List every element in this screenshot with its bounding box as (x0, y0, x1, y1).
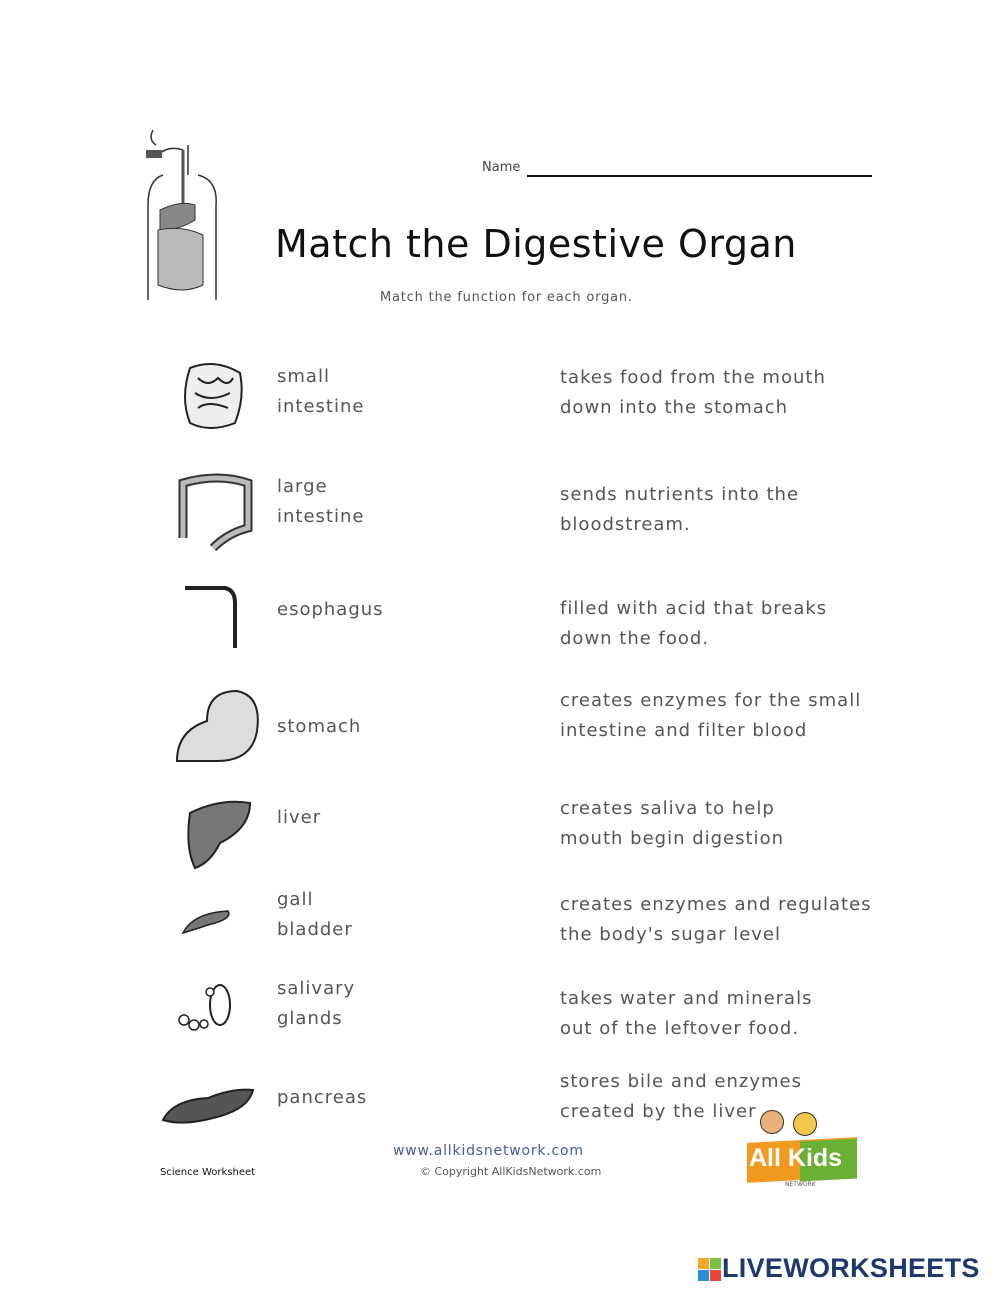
small-intestine-icon (180, 358, 250, 433)
organ-label-small-intestine: small intestine (277, 366, 365, 417)
function-item[interactable]: takes food from the mouth down into the stomach (560, 367, 826, 418)
organ-label-pancreas: pancreas (277, 1087, 368, 1108)
organ-label-liver: liver (277, 807, 322, 828)
large-intestine-icon (175, 468, 255, 553)
salivary-glands-icon (172, 980, 242, 1040)
name-input-line[interactable] (527, 175, 872, 177)
stomach-icon (172, 686, 262, 766)
digestive-system-diagram (138, 125, 228, 305)
gall-bladder-icon (178, 905, 238, 940)
allkids-logo: All Kids NETWORK (745, 1110, 860, 1190)
liver-icon (180, 793, 255, 873)
page-title: Match the Digestive Organ (275, 222, 797, 266)
instructions: Match the function for each organ. (380, 290, 633, 305)
pancreas-icon (158, 1082, 258, 1132)
function-item[interactable]: stores bile and enzymes created by the liver (560, 1071, 803, 1122)
copyright: © Copyright AllKidsNetwork.com (420, 1165, 602, 1178)
organ-label-large-intestine: large intestine (277, 476, 365, 527)
organ-label-salivary-glands: salivary glands (277, 978, 356, 1029)
organ-label-stomach: stomach (277, 716, 362, 737)
organ-label-gall-bladder: gall bladder (277, 889, 353, 940)
website-link[interactable]: www.allkidsnetwork.com (393, 1143, 584, 1159)
liveworksheets-watermark: LIVEWORKSHEETS (698, 1253, 980, 1284)
science-worksheet-label: Science Worksheet (160, 1167, 256, 1178)
name-label: Name (482, 160, 521, 175)
function-item[interactable]: creates enzymes and regulates the body's sugar level (560, 894, 872, 945)
function-item[interactable]: creates enzymes for the small intestine and filter blood (560, 690, 862, 741)
organ-label-esophagus: esophagus (277, 599, 384, 620)
function-item[interactable]: filled with acid that breaks down the food. (560, 598, 828, 649)
liveworksheets-logo-icon (698, 1258, 722, 1282)
function-item[interactable]: creates saliva to help mouth begin digestion (560, 798, 784, 849)
esophagus-icon (180, 583, 240, 653)
function-item[interactable]: takes water and minerals out of the leftover food. (560, 988, 813, 1039)
function-item[interactable]: sends nutrients into the bloodstream. (560, 484, 800, 535)
